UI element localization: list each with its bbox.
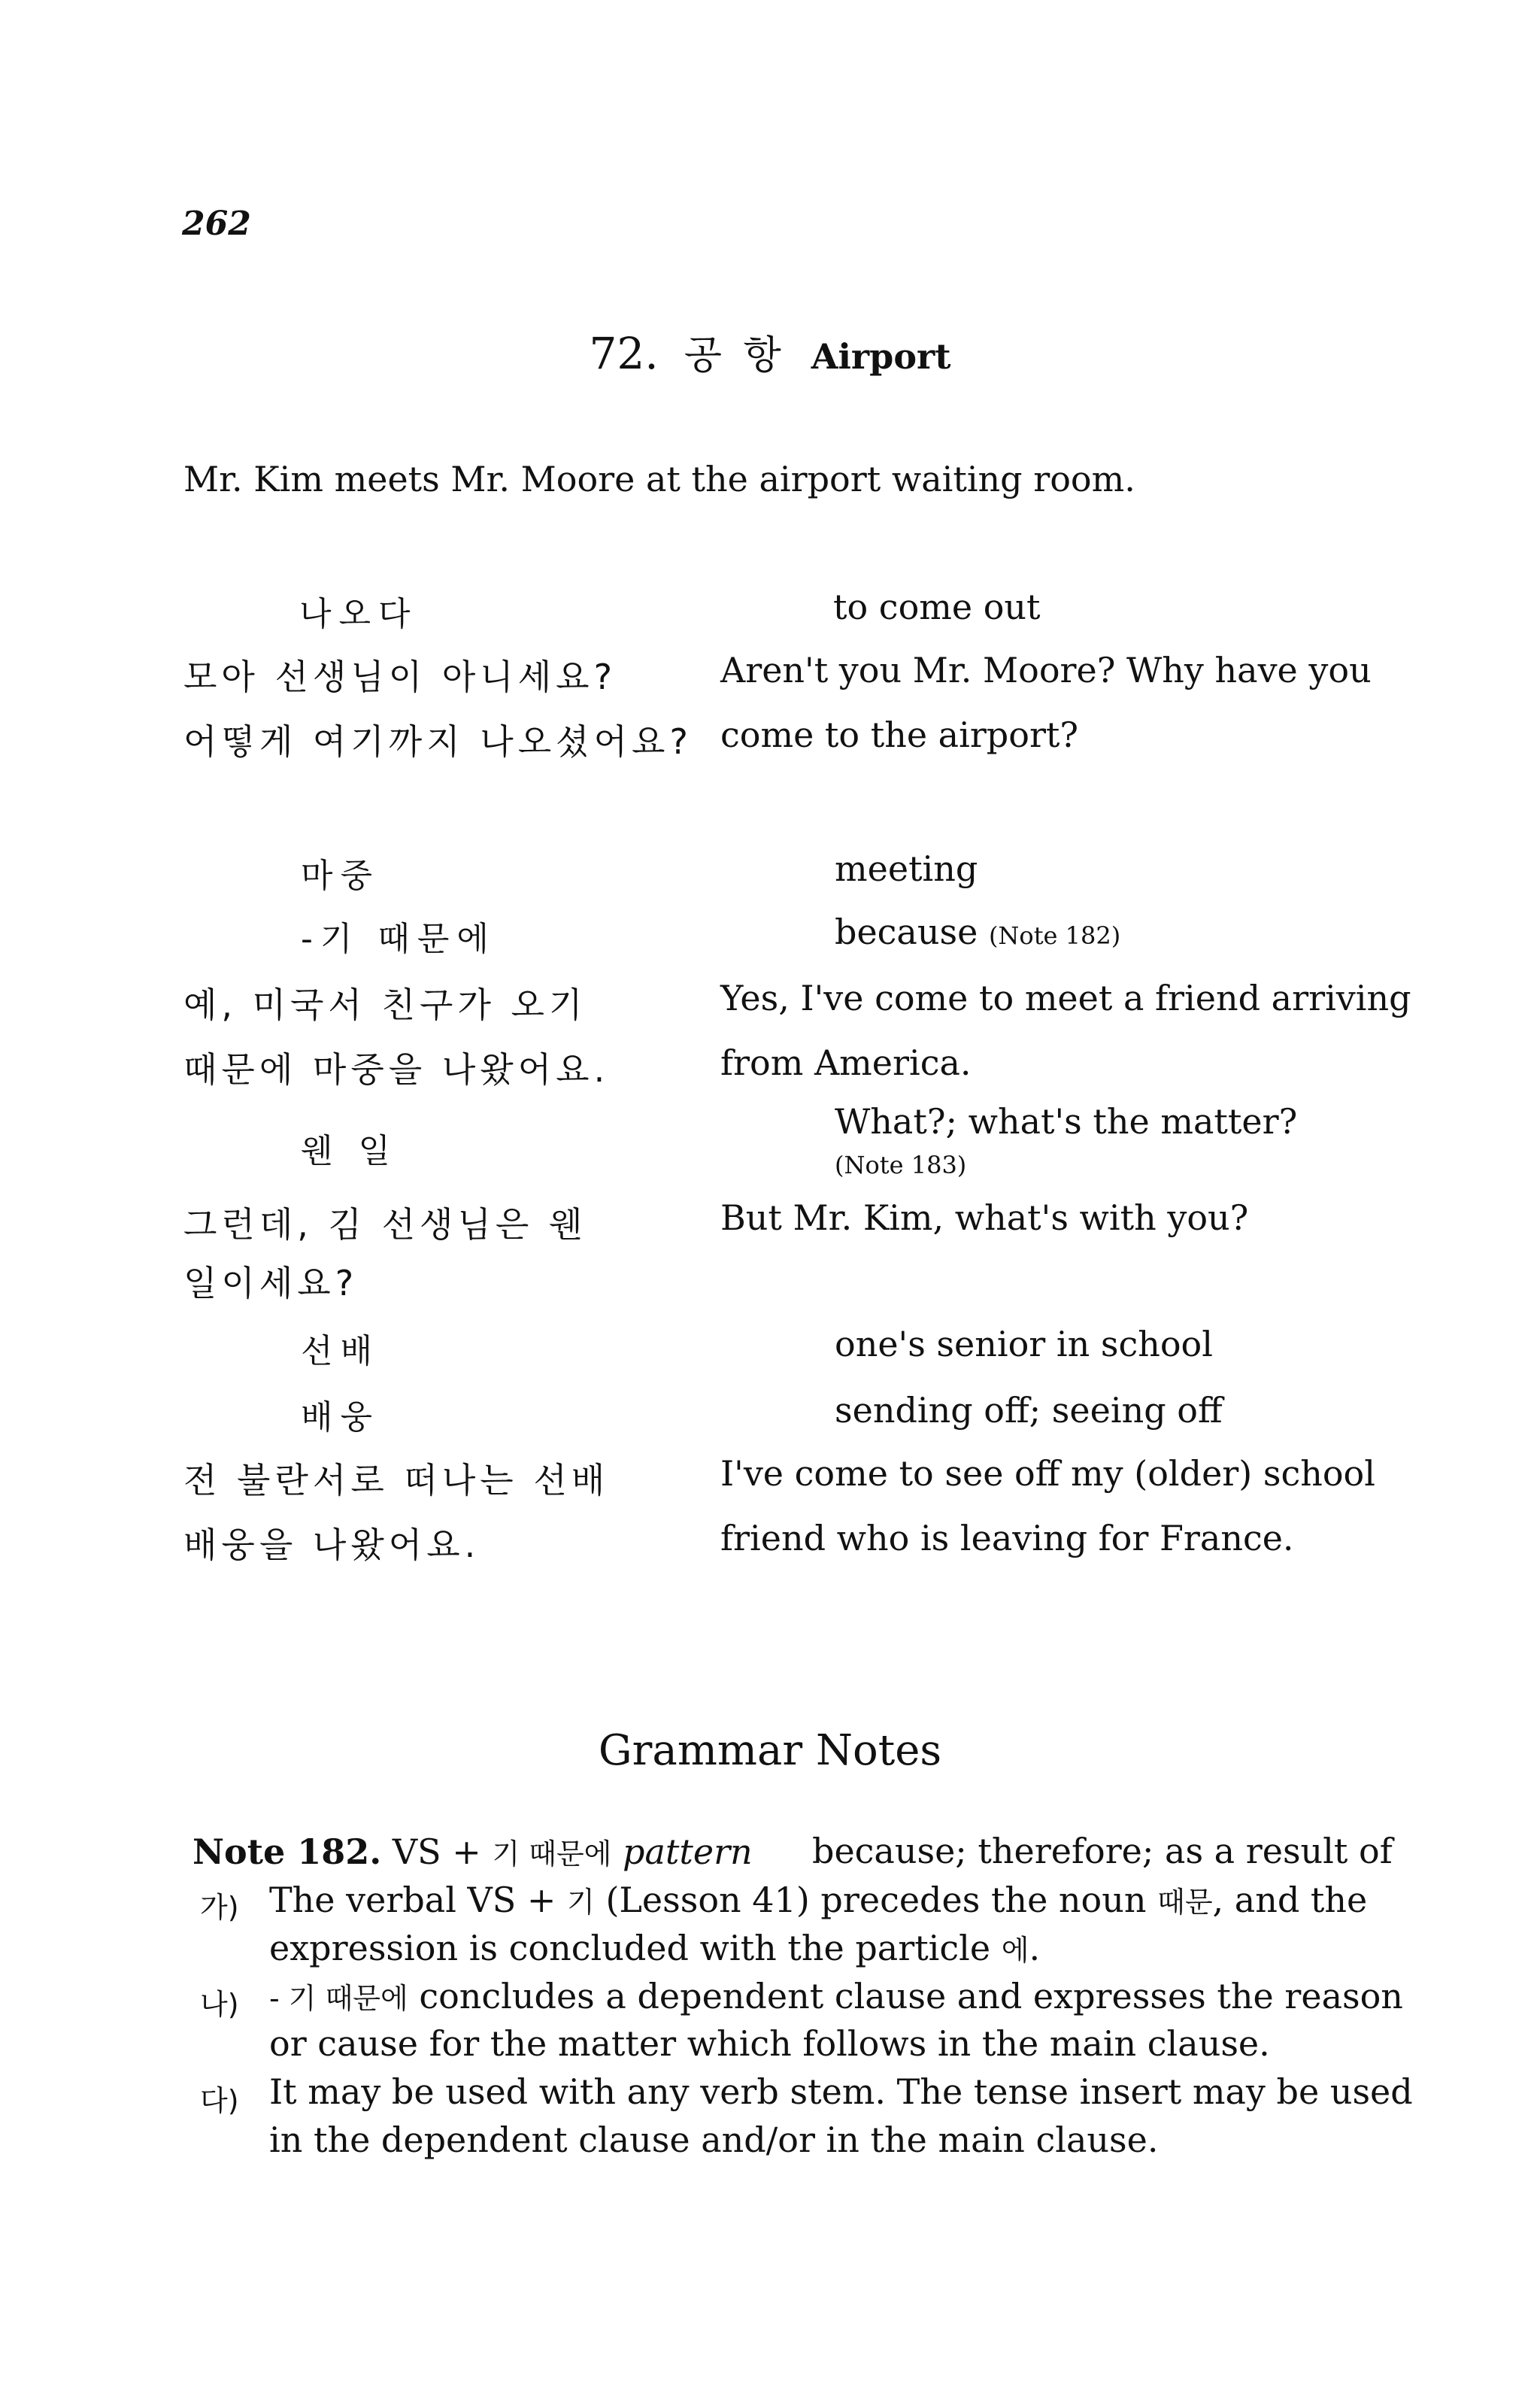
- item-da-marker: 다): [200, 2084, 239, 2117]
- item-da-line-2: in the dependent clause and/or in the main clause.: [269, 2120, 1159, 2160]
- note-182-header: [192, 1831, 753, 1872]
- dialogue-korean-3a: 그런데, 김 선생님은 웬: [183, 1204, 587, 1245]
- dialogue-korean-3b: 일이세요?: [183, 1263, 359, 1303]
- dialogue-english-2a: Yes, I've come to meet a friend arriving: [720, 978, 1411, 1018]
- item-ga-korean-b: 때문: [1157, 1886, 1213, 1919]
- vocab-korean-5: 선배: [301, 1332, 380, 1370]
- dialogue-korean-1a: 모아 선생님이 아니세요?: [183, 657, 617, 697]
- lesson-number: 72.: [589, 328, 659, 379]
- dialogue-korean-2a: 예, 미국서 친구가 오기: [183, 985, 587, 1025]
- dialogue-english-1b: come to the airport?: [720, 715, 1079, 755]
- grammar-notes-heading: Grammar Notes: [598, 1726, 942, 1775]
- dialogue-korean-4a: 전 불란서로 떠나는 선배: [183, 1460, 610, 1501]
- lesson-title-korean: 공 항: [684, 333, 786, 378]
- dialogue-english-4b: friend who is leaving for France.: [720, 1518, 1294, 1558]
- item-ga-korean-c: 에: [1001, 1934, 1029, 1967]
- item-ga-text-e: .: [1029, 1928, 1041, 1968]
- note-korean: 기 때문에: [492, 1837, 612, 1871]
- item-ga-korean-a: 기: [567, 1886, 595, 1919]
- vocab-english-5: one's senior in school: [835, 1324, 1213, 1364]
- vocab-english-3-note: (Note 182): [988, 921, 1121, 950]
- vocab-english-1: to come out: [833, 587, 1041, 627]
- vocab-korean-4: 웬 일: [301, 1132, 398, 1170]
- item-ga-marker: 가): [200, 1891, 239, 1924]
- vocab-english-6: sending off; seeing off: [835, 1390, 1223, 1431]
- item-ga-text-c: , and the: [1212, 1880, 1368, 1920]
- intro-sentence: Mr. Kim meets Mr. Moore at the airport waiting room.: [183, 459, 1135, 499]
- vocab-english-4: What?; what's the matter?: [835, 1101, 1298, 1142]
- page-number: 262: [182, 205, 251, 243]
- dialogue-korean-4b: 배웅을 나왔어요.: [183, 1525, 480, 1565]
- vocab-english-3: [835, 912, 1120, 952]
- item-ga-text-a: The verbal VS +: [269, 1880, 556, 1920]
- vocab-english-2: meeting: [835, 848, 978, 889]
- item-na-korean: - 기 때문에: [269, 1982, 408, 2015]
- vocab-korean-6: 배웅: [301, 1398, 380, 1437]
- vocab-korean-1: 나오다: [299, 595, 418, 633]
- item-da-line-1: It may be used with any verb stem. The tense insert may be used: [269, 2071, 1413, 2112]
- lesson-title: [0, 323, 1540, 380]
- vocab-korean-2: 마중: [301, 857, 380, 895]
- item-na-text-1: concludes a dependent clause and expresses the reason: [419, 1976, 1403, 2016]
- dialogue-korean-2b: 때문에 마중을 나왔어요.: [183, 1049, 610, 1090]
- dialogue-english-1a: Aren't you Mr. Moore? Why have you: [720, 650, 1372, 690]
- item-na-marker: 나): [200, 1988, 239, 2021]
- vocab-english-3-word: because: [835, 912, 978, 952]
- item-na-line-1: [269, 1975, 1403, 2016]
- note-meaning: because; therefore; as a result of: [812, 1831, 1393, 1871]
- lesson-title-english: Airport: [811, 336, 951, 377]
- dialogue-english-3a: But Mr. Kim, what's with you?: [720, 1197, 1249, 1238]
- note-label: Note 182.: [192, 1831, 382, 1872]
- dialogue-korean-1b: 어떻게 여기까지 나오셨어요?: [183, 721, 693, 762]
- dialogue-english-4a: I've come to see off my (older) school: [720, 1453, 1375, 1494]
- item-na-line-2: or cause for the matter which follows in the main clause.: [269, 2023, 1270, 2064]
- item-ga-line-1: [269, 1879, 1367, 1920]
- item-ga-text-b: (Lesson 41) precedes the noun: [605, 1880, 1147, 1920]
- note-vs: VS +: [392, 1831, 481, 1872]
- vocab-korean-3: -기 때문에: [301, 920, 496, 958]
- vocab-english-4-note: (Note 183): [835, 1151, 967, 1179]
- item-ga-text-d: expression is concluded with the particle: [269, 1928, 991, 1968]
- item-ga-line-2: [269, 1927, 1040, 1968]
- note-pattern: pattern: [623, 1831, 753, 1872]
- dialogue-english-2b: from America.: [720, 1042, 972, 1083]
